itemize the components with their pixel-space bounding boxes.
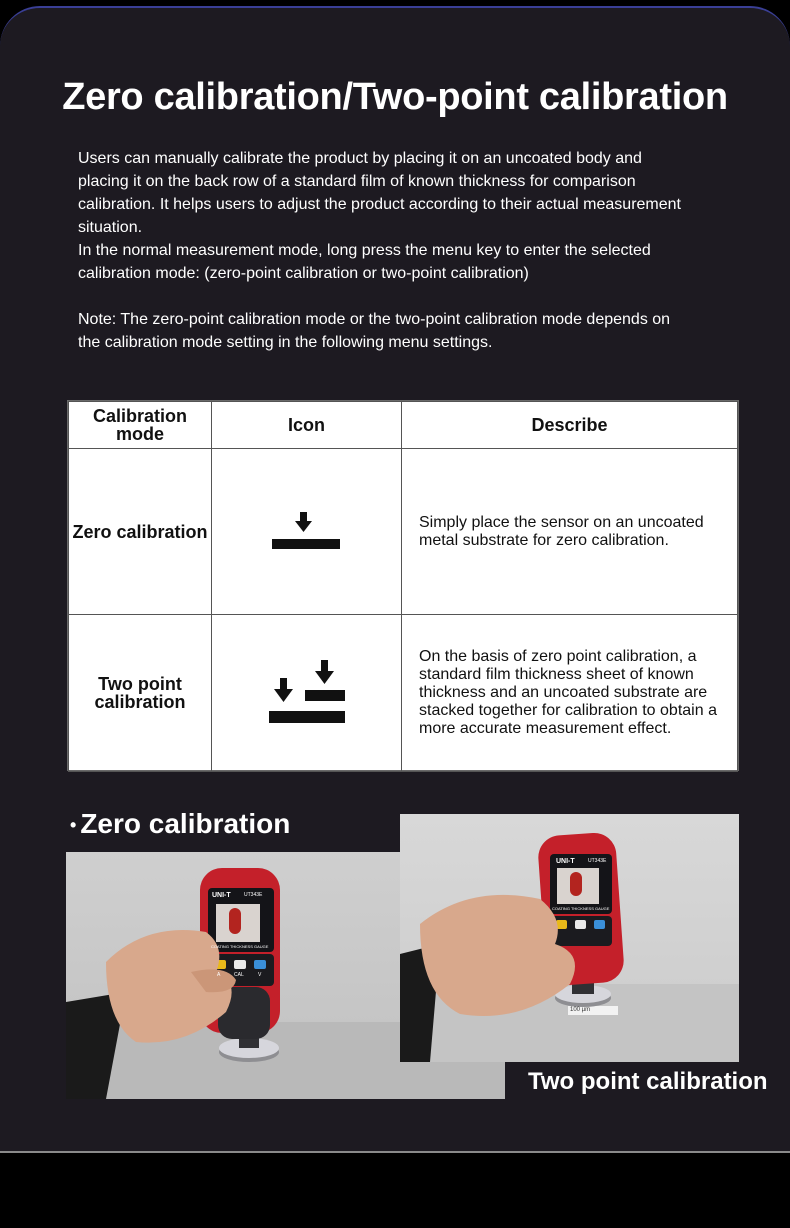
header-describe: Describe: [402, 402, 738, 449]
intro-line: situation.: [78, 219, 143, 236]
device-label: COATING THICKNESS GAUGE: [211, 944, 269, 949]
intro-line: calibration. It helps users to adjust the product according to their actual measurement: [78, 196, 681, 213]
intro-line: Users can manually calibrate the product by placing it on an uncoated body and: [78, 150, 642, 167]
device-key: A: [217, 972, 221, 978]
intro-text: [78, 147, 728, 354]
device-key: CAL: [234, 972, 244, 978]
device-model: UT343E: [244, 892, 263, 898]
note-line: the calibration mode setting in the following menu settings.: [78, 334, 493, 351]
bullet: •: [70, 815, 77, 836]
row-icon-cell: [212, 615, 402, 772]
two-point-calibration-photo: [400, 814, 739, 1062]
device-brand: UNI-T: [556, 858, 575, 865]
device-brand: UNI-T: [212, 892, 231, 899]
table-row: [69, 615, 738, 772]
intro-line: In the normal measurement mode, long press the menu key to enter the selected: [78, 242, 651, 259]
row-mode: Zero calibration: [69, 449, 212, 615]
page-title: Zero calibration/Two-point calibration: [62, 76, 728, 118]
device-label: COATING THICKNESS GAUGE: [552, 906, 610, 911]
two-point-calibration-icon: [269, 660, 345, 726]
device-key: V: [258, 972, 262, 978]
row-describe: Simply place the sensor on an uncoated metal substrate for zero calibration.: [402, 449, 738, 615]
photo-illustration: [400, 814, 739, 1062]
film-label: 100 µm: [570, 1007, 591, 1013]
row-mode: Two point calibration: [69, 615, 212, 772]
table-header-row: [69, 402, 738, 449]
two-point-caption: Two point calibration: [528, 1068, 768, 1095]
intro-line: placing it on the back row of a standard film of known thickness for comparison: [78, 173, 636, 190]
row-describe: On the basis of zero point calibration, a standard film thickness sheet of known thickness and an uncoated substrate are stacked together for calibration to obtain a more accurate measurement effect.: [402, 615, 738, 772]
header-mode: Calibration mode: [69, 402, 212, 449]
note-line: Note: The zero-point calibration mode or the two-point calibration mode depends on: [78, 311, 671, 328]
zero-calibration-heading: [70, 808, 290, 840]
device-model: UT343E: [588, 858, 607, 864]
zero-calibration-icon: [272, 512, 342, 552]
table-row: [69, 449, 738, 615]
divider: [0, 1151, 790, 1153]
header-icon: Icon: [212, 402, 402, 449]
calibration-table: [67, 400, 739, 771]
intro-line: calibration mode: (zero-point calibration or two-point calibration): [78, 265, 529, 282]
row-icon-cell: [212, 449, 402, 615]
heading-text: Zero calibration: [80, 808, 291, 839]
